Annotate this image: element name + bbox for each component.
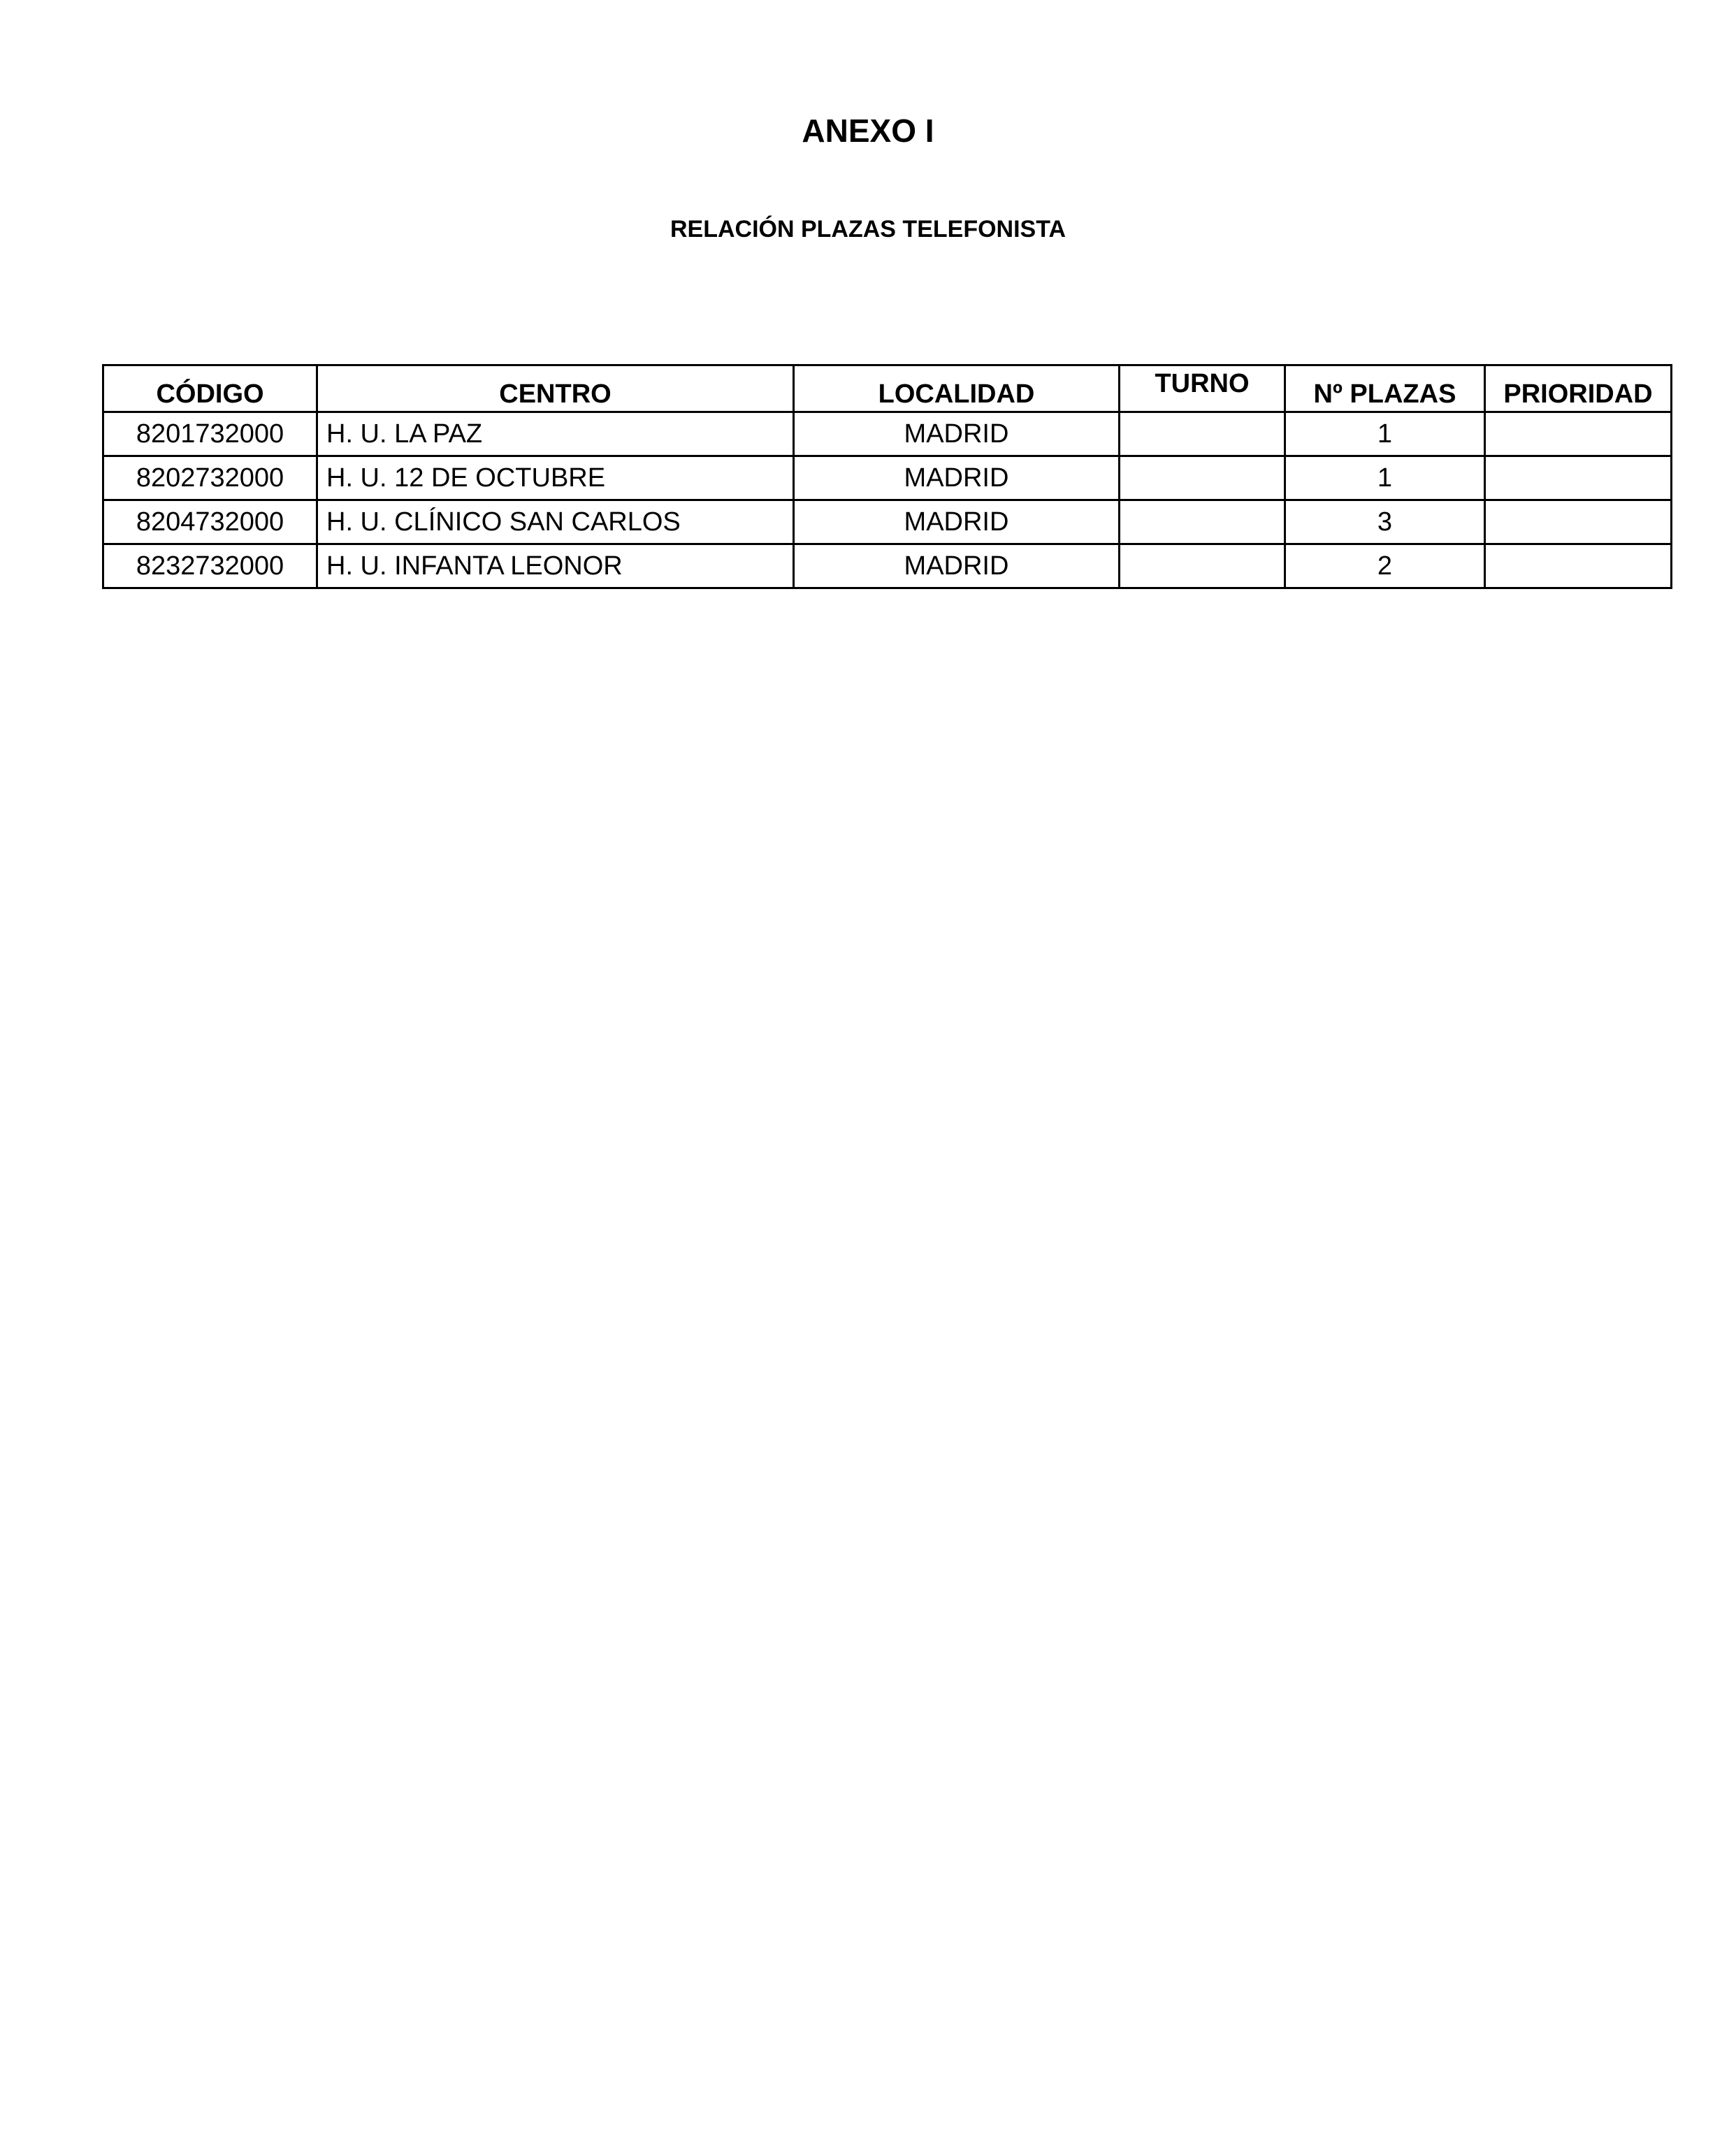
cell-prioridad	[1485, 412, 1672, 456]
cell-prioridad	[1485, 544, 1672, 588]
cell-plazas: 3	[1285, 500, 1485, 544]
header-codigo: CÓDIGO	[103, 365, 317, 412]
cell-plazas: 2	[1285, 544, 1485, 588]
cell-codigo: 8201732000	[103, 412, 317, 456]
header-prioridad: PRIORIDAD	[1485, 365, 1672, 412]
header-localidad: LOCALIDAD	[794, 365, 1120, 412]
cell-prioridad	[1485, 500, 1672, 544]
cell-codigo: 8202732000	[103, 456, 317, 500]
header-turno: TURNO	[1120, 365, 1285, 412]
cell-localidad: MADRID	[794, 500, 1120, 544]
table-row	[103, 412, 1672, 456]
header-plazas: Nº PLAZAS	[1285, 365, 1485, 412]
cell-plazas: 1	[1285, 412, 1485, 456]
cell-prioridad	[1485, 456, 1672, 500]
plazas-table	[102, 364, 1672, 589]
cell-codigo: 8232732000	[103, 544, 317, 588]
cell-turno	[1120, 412, 1285, 456]
header-centro: CENTRO	[317, 365, 794, 412]
cell-turno	[1120, 544, 1285, 588]
table-row	[103, 500, 1672, 544]
cell-turno	[1120, 500, 1285, 544]
document-title: ANEXO I	[802, 113, 934, 149]
cell-centro: H. U. 12 DE OCTUBRE	[317, 456, 794, 500]
table-row	[103, 456, 1672, 500]
cell-localidad: MADRID	[794, 456, 1120, 500]
cell-localidad: MADRID	[794, 412, 1120, 456]
cell-codigo: 8204732000	[103, 500, 317, 544]
cell-turno	[1120, 456, 1285, 500]
document-subtitle: RELACIÓN PLAZAS TELEFONISTA	[670, 216, 1066, 242]
table-header-row	[103, 365, 1672, 412]
cell-centro: H. U. LA PAZ	[317, 412, 794, 456]
table-row	[103, 544, 1672, 588]
cell-localidad: MADRID	[794, 544, 1120, 588]
cell-plazas: 1	[1285, 456, 1485, 500]
cell-centro: H. U. INFANTA LEONOR	[317, 544, 794, 588]
cell-centro: H. U. CLÍNICO SAN CARLOS	[317, 500, 794, 544]
